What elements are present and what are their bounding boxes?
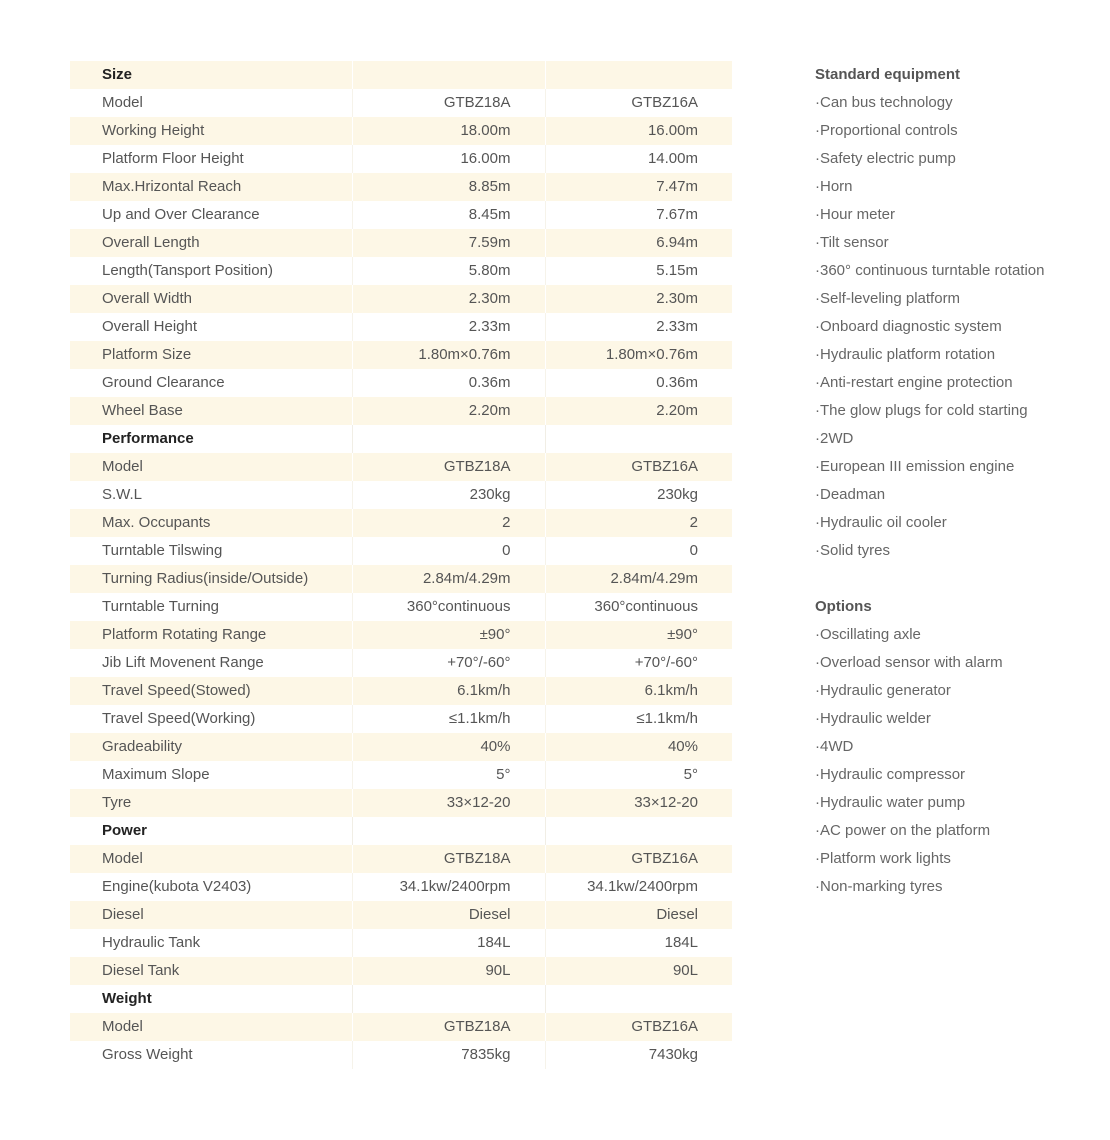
spec-label: Up and Over Clearance <box>102 206 260 223</box>
spec-row <box>70 397 732 425</box>
spec-value-gtbz16a: 7430kg <box>545 1041 732 1069</box>
spec-label: Wheel Base <box>70 397 352 425</box>
spec-value-gtbz16a: 40% <box>545 733 732 761</box>
spec-value-gtbz18a: 40% <box>352 733 545 761</box>
section-empty-cell <box>352 61 545 89</box>
spec-value-gtbz18a: 0 <box>352 537 545 565</box>
spec-label: Gross Weight <box>102 1046 193 1063</box>
spec-value-gtbz16a: 90L <box>545 957 732 985</box>
spec-label: Working Height <box>70 117 352 145</box>
spec-label: Ground Clearance <box>102 374 225 391</box>
option-item: ·Platform work lights <box>815 850 951 867</box>
options-list <box>815 621 1105 901</box>
spec-value-gtbz16a: 0.36m <box>545 369 732 397</box>
spec-row <box>70 89 732 117</box>
option-item: ·Hydraulic compressor <box>815 766 966 783</box>
spec-label: Gradeability <box>70 733 352 761</box>
spec-value-gtbz18a: Diesel <box>352 901 545 929</box>
spec-value-gtbz18a: 18.00m <box>352 117 545 145</box>
standard-equipment-item: ·Proportional controls <box>815 122 958 139</box>
spec-row <box>70 957 732 985</box>
spec-value-gtbz16a: GTBZ16A <box>545 845 732 873</box>
spec-value-gtbz16a: 6.94m <box>545 229 732 257</box>
spec-row <box>70 565 732 593</box>
option-item: ·Hydraulic welder <box>815 710 931 727</box>
spec-row <box>70 649 732 677</box>
spec-value-gtbz16a: 5.15m <box>545 257 732 285</box>
option-item: ·Non-marking tyres <box>815 878 943 895</box>
standard-equipment-item: ·The glow plugs for cold starting <box>815 402 1028 419</box>
options-block <box>815 593 1105 901</box>
standard-equipment-item: ·Solid tyres <box>815 542 891 559</box>
spec-label: Maximum Slope <box>102 766 210 783</box>
spec-value-gtbz16a: 33×12-20 <box>545 789 732 817</box>
spec-label: Jib Lift Movenent Range <box>102 654 264 671</box>
spec-label: Length(Tansport Position) <box>102 262 273 279</box>
standard-equipment-item: ·Tilt sensor <box>815 234 889 251</box>
spec-value-gtbz16a: 5° <box>545 761 732 789</box>
spec-row <box>70 229 732 257</box>
spec-label: Hydraulic Tank <box>102 934 201 951</box>
spec-label: Diesel Tank <box>70 957 352 985</box>
spec-table <box>70 61 732 1069</box>
spec-value-gtbz18a: 184L <box>352 929 545 957</box>
standard-equipment-item: ·Hour meter <box>815 206 896 223</box>
spec-row <box>70 677 732 705</box>
spec-row <box>70 481 732 509</box>
spec-label: Platform Rotating Range <box>70 621 352 649</box>
spec-label: Max.Hrizontal Reach <box>70 173 352 201</box>
spec-value-gtbz16a: 2 <box>545 509 732 537</box>
spec-value-gtbz18a: 33×12-20 <box>352 789 545 817</box>
spec-row <box>70 929 732 957</box>
section-empty-cell <box>352 425 545 453</box>
spec-value-gtbz16a: 2.20m <box>545 397 732 425</box>
spec-value-gtbz18a: 7.59m <box>352 229 545 257</box>
standard-equipment-item: ·Hydraulic oil cooler <box>815 514 947 531</box>
standard-equipment-item: ·Can bus technology <box>815 94 953 111</box>
spec-value-gtbz16a: 0 <box>545 537 732 565</box>
spec-label: Turntable Tilswing <box>102 542 223 559</box>
spec-row <box>70 117 732 145</box>
options-heading: Options <box>815 598 872 615</box>
spec-label: Model <box>102 94 143 111</box>
spec-row <box>70 341 732 369</box>
spec-value-gtbz16a: GTBZ16A <box>545 1013 732 1041</box>
section-row <box>70 817 732 845</box>
standard-equipment-item: ·Horn <box>815 178 853 195</box>
option-item: ·4WD <box>815 738 854 755</box>
section-row <box>70 425 732 453</box>
section-row <box>70 61 732 89</box>
standard-equipment-item: ·Hydraulic platform rotation <box>815 346 996 363</box>
spec-label: Overall Width <box>70 285 352 313</box>
spec-value-gtbz16a: 360°continuous <box>545 593 732 621</box>
spec-value-gtbz18a: 2 <box>352 509 545 537</box>
standard-equipment-item: ·European III emission engine <box>815 458 1015 475</box>
spec-value-gtbz18a: +70°/-60° <box>352 649 545 677</box>
section-title: Size <box>70 61 352 89</box>
spec-row <box>70 369 732 397</box>
spec-row <box>70 705 732 733</box>
spec-value-gtbz16a: 1.80m×0.76m <box>545 341 732 369</box>
spec-label: Turntable Turning <box>102 598 220 615</box>
section-title: Weight <box>102 990 152 1007</box>
spec-row <box>70 201 732 229</box>
option-item: ·Hydraulic generator <box>815 682 951 699</box>
standard-equipment-item: ·Safety electric pump <box>815 150 956 167</box>
spec-value-gtbz18a: GTBZ18A <box>352 89 545 117</box>
spec-value-gtbz16a: 2.84m/4.29m <box>545 565 732 593</box>
spec-table-body <box>70 61 732 1069</box>
spec-row <box>70 789 732 817</box>
spec-row <box>70 1041 732 1069</box>
spec-value-gtbz18a: 5° <box>352 761 545 789</box>
spec-value-gtbz16a: 7.47m <box>545 173 732 201</box>
option-item: ·AC power on the platform <box>815 822 991 839</box>
spec-value-gtbz18a: 230kg <box>352 481 545 509</box>
spec-row <box>70 509 732 537</box>
standard-equipment-item: ·Anti-restart engine protection <box>815 374 1013 391</box>
spec-row <box>70 537 732 565</box>
standard-equipment-item: ·Deadman <box>815 486 886 503</box>
spec-label: Max. Occupants <box>70 509 352 537</box>
standard-equipment-heading: Standard equipment <box>815 66 961 83</box>
spec-value-gtbz18a: 90L <box>352 957 545 985</box>
spec-value-gtbz16a: GTBZ16A <box>545 89 732 117</box>
spec-value-gtbz18a: ≤1.1km/h <box>352 705 545 733</box>
spec-label: Model <box>70 453 352 481</box>
option-item: ·Overload sensor with alarm <box>815 654 1003 671</box>
spec-value-gtbz16a: +70°/-60° <box>545 649 732 677</box>
spec-row <box>70 285 732 313</box>
spec-value-gtbz16a: GTBZ16A <box>545 453 732 481</box>
spec-value-gtbz16a: 6.1km/h <box>545 677 732 705</box>
spec-value-gtbz16a: 2.30m <box>545 285 732 313</box>
spec-label: Platform Floor Height <box>102 150 244 167</box>
spec-row <box>70 733 732 761</box>
option-item: ·Oscillating axle <box>815 626 921 643</box>
spec-row <box>70 145 732 173</box>
spec-value-gtbz16a: Diesel <box>545 901 732 929</box>
spec-row <box>70 621 732 649</box>
spec-label: Model <box>70 845 352 873</box>
spec-label: Tyre <box>70 789 352 817</box>
spec-value-gtbz18a: 1.80m×0.76m <box>352 341 545 369</box>
standard-equipment-block <box>815 61 1105 565</box>
section-empty-cell <box>545 61 732 89</box>
spec-label: S.W.L <box>102 486 143 503</box>
spec-value-gtbz18a: GTBZ18A <box>352 453 545 481</box>
section-empty-cell <box>545 817 732 845</box>
spec-value-gtbz18a: 6.1km/h <box>352 677 545 705</box>
spec-value-gtbz16a: 16.00m <box>545 117 732 145</box>
spec-value-gtbz18a: GTBZ18A <box>352 1013 545 1041</box>
spec-value-gtbz18a: 8.45m <box>352 201 545 229</box>
spec-value-gtbz18a: 2.33m <box>352 313 545 341</box>
spec-row <box>70 453 732 481</box>
standard-equipment-item: ·360° continuous turntable rotation <box>815 262 1045 279</box>
spec-row <box>70 845 732 873</box>
spec-row <box>70 593 732 621</box>
spec-label: Travel Speed(Working) <box>102 710 256 727</box>
section-empty-cell <box>545 425 732 453</box>
standard-equipment-item: ·2WD <box>815 430 854 447</box>
spec-label: Travel Speed(Stowed) <box>70 677 352 705</box>
section-empty-cell <box>545 985 732 1013</box>
spec-row <box>70 173 732 201</box>
spec-value-gtbz18a: 16.00m <box>352 145 545 173</box>
spec-value-gtbz18a: 7835kg <box>352 1041 545 1069</box>
spec-value-gtbz18a: ±90° <box>352 621 545 649</box>
spec-value-gtbz18a: 360°continuous <box>352 593 545 621</box>
spec-value-gtbz18a: 2.84m/4.29m <box>352 565 545 593</box>
spec-value-gtbz18a: GTBZ18A <box>352 845 545 873</box>
section-title: Performance <box>102 430 194 447</box>
section-empty-cell <box>352 817 545 845</box>
spec-row <box>70 873 732 901</box>
spec-value-gtbz16a: 230kg <box>545 481 732 509</box>
spec-label: Diesel <box>70 901 352 929</box>
spec-label: Platform Size <box>70 341 352 369</box>
spec-value-gtbz18a: 8.85m <box>352 173 545 201</box>
option-item: ·Hydraulic water pump <box>815 794 966 811</box>
spec-value-gtbz18a: 5.80m <box>352 257 545 285</box>
spec-value-gtbz18a: 2.30m <box>352 285 545 313</box>
spec-label: Model <box>70 1013 352 1041</box>
spec-value-gtbz16a: 7.67m <box>545 201 732 229</box>
spec-value-gtbz16a: 34.1kw/2400rpm <box>545 873 732 901</box>
spec-value-gtbz18a: 34.1kw/2400rpm <box>352 873 545 901</box>
spec-value-gtbz16a: ≤1.1km/h <box>545 705 732 733</box>
spec-row <box>70 1013 732 1041</box>
spec-label: Turning Radius(inside/Outside) <box>70 565 352 593</box>
side-panel <box>815 61 1105 901</box>
spec-value-gtbz16a: 2.33m <box>545 313 732 341</box>
spec-row <box>70 313 732 341</box>
spec-label: Engine(kubota V2403) <box>102 878 252 895</box>
spec-row <box>70 257 732 285</box>
standard-equipment-item: ·Onboard diagnostic system <box>815 318 1002 335</box>
section-empty-cell <box>352 985 545 1013</box>
standard-equipment-item: ·Self-leveling platform <box>815 290 961 307</box>
section-row <box>70 985 732 1013</box>
spec-value-gtbz16a: 14.00m <box>545 145 732 173</box>
spec-value-gtbz16a: ±90° <box>545 621 732 649</box>
spec-value-gtbz18a: 0.36m <box>352 369 545 397</box>
standard-equipment-list <box>815 89 1105 565</box>
spec-value-gtbz16a: 184L <box>545 929 732 957</box>
spec-row <box>70 761 732 789</box>
spec-value-gtbz18a: 2.20m <box>352 397 545 425</box>
section-title: Power <box>102 822 148 839</box>
spec-label: Overall Height <box>102 318 198 335</box>
spec-label: Overall Length <box>70 229 352 257</box>
spec-row <box>70 901 732 929</box>
